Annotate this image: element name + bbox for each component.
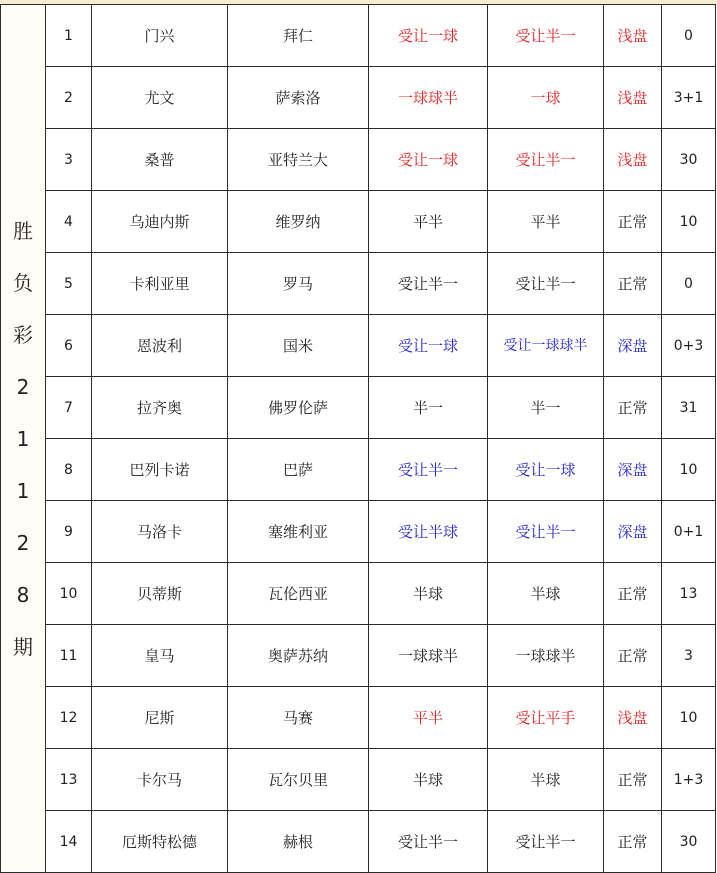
table-row [1,749,716,811]
score-prediction-cell: 1+3 [662,749,716,811]
lottery-odds-table [0,4,716,873]
handicap-initial-cell: 受让半一 [369,439,488,501]
home-team-cell: 乌迪内斯 [92,191,228,253]
handicap-current-cell: 受让一球球半 [488,315,604,377]
away-team-cell: 瓦伦西亚 [228,563,369,625]
table-row [1,377,716,439]
handicap-current-cell: 受让半一 [488,5,604,67]
score-prediction-cell: 30 [662,129,716,191]
away-team-cell: 萨索洛 [228,67,369,129]
line-type-cell: 正常 [604,377,662,439]
match-number-cell: 2 [46,67,92,129]
home-team-cell: 恩波利 [92,315,228,377]
match-number-cell: 9 [46,501,92,563]
home-team-cell: 卡利亚里 [92,253,228,315]
home-team-cell: 桑普 [92,129,228,191]
line-type-cell: 正常 [604,191,662,253]
handicap-initial-cell: 受让半球 [369,501,488,563]
table-row [1,563,716,625]
away-team-cell: 国米 [228,315,369,377]
handicap-current-cell: 半一 [488,377,604,439]
handicap-initial-cell: 半球 [369,749,488,811]
away-team-cell: 拜仁 [228,5,369,67]
table-row [1,129,716,191]
score-prediction-cell: 0 [662,253,716,315]
table-row [1,625,716,687]
match-number-cell: 14 [46,811,92,873]
away-team-cell: 维罗纳 [228,191,369,253]
table-row [1,67,716,129]
table-row [1,315,716,377]
period-label-char: 期 [13,634,33,659]
line-type-cell: 正常 [604,563,662,625]
period-label-cell [1,5,46,873]
line-type-cell: 正常 [604,253,662,315]
score-prediction-cell: 13 [662,563,716,625]
handicap-initial-cell: 受让一球 [369,129,488,191]
line-type-cell: 浅盘 [604,129,662,191]
handicap-initial-cell: 受让一球 [369,315,488,377]
period-label-char: 2 [16,374,30,399]
match-number-cell: 7 [46,377,92,439]
handicap-initial-cell: 受让一球 [369,5,488,67]
match-number-cell: 10 [46,563,92,625]
table-row [1,191,716,253]
line-type-cell: 深盘 [604,315,662,377]
away-team-cell: 塞维利亚 [228,501,369,563]
period-label-char: 1 [16,426,30,451]
home-team-cell: 尤文 [92,67,228,129]
handicap-current-cell: 受让半一 [488,253,604,315]
home-team-cell: 卡尔马 [92,749,228,811]
score-prediction-cell: 3+1 [662,67,716,129]
table-row [1,501,716,563]
score-prediction-cell: 10 [662,439,716,501]
match-number-cell: 11 [46,625,92,687]
match-number-cell: 13 [46,749,92,811]
handicap-initial-cell: 半一 [369,377,488,439]
line-type-cell: 正常 [604,625,662,687]
table-row [1,439,716,501]
handicap-initial-cell: 受让半一 [369,811,488,873]
home-team-cell: 贝蒂斯 [92,563,228,625]
table-row [1,5,716,67]
handicap-initial-cell: 受让半一 [369,253,488,315]
handicap-current-cell: 半球 [488,749,604,811]
period-label-char: 彩 [13,322,33,347]
score-prediction-cell: 10 [662,687,716,749]
line-type-cell: 浅盘 [604,5,662,67]
away-team-cell: 马赛 [228,687,369,749]
home-team-cell: 厄斯特松德 [92,811,228,873]
match-number-cell: 3 [46,129,92,191]
home-team-cell: 巴列卡诺 [92,439,228,501]
period-label-char: 胜 [13,218,33,243]
away-team-cell: 奥萨苏纳 [228,625,369,687]
handicap-current-cell: 平半 [488,191,604,253]
handicap-current-cell: 一球 [488,67,604,129]
match-number-cell: 8 [46,439,92,501]
handicap-initial-cell: 半球 [369,563,488,625]
match-number-cell: 1 [46,5,92,67]
away-team-cell: 亚特兰大 [228,129,369,191]
home-team-cell: 尼斯 [92,687,228,749]
table-row [1,253,716,315]
period-label-char: 8 [16,582,30,607]
home-team-cell: 门兴 [92,5,228,67]
handicap-initial-cell: 一球球半 [369,67,488,129]
line-type-cell: 正常 [604,811,662,873]
table-row [1,811,716,873]
score-prediction-cell: 31 [662,377,716,439]
handicap-current-cell: 受让半一 [488,501,604,563]
away-team-cell: 佛罗伦萨 [228,377,369,439]
handicap-current-cell: 受让半一 [488,811,604,873]
table-row [1,687,716,749]
line-type-cell: 深盘 [604,439,662,501]
handicap-current-cell: 受让一球 [488,439,604,501]
handicap-current-cell: 半球 [488,563,604,625]
handicap-initial-cell: 平半 [369,687,488,749]
match-number-cell: 6 [46,315,92,377]
match-number-cell: 12 [46,687,92,749]
score-prediction-cell: 10 [662,191,716,253]
away-team-cell: 罗马 [228,253,369,315]
table-body [1,5,716,873]
away-team-cell: 巴萨 [228,439,369,501]
away-team-cell: 瓦尔贝里 [228,749,369,811]
score-prediction-cell: 0+1 [662,501,716,563]
home-team-cell: 皇马 [92,625,228,687]
score-prediction-cell: 0 [662,5,716,67]
handicap-current-cell: 一球球半 [488,625,604,687]
home-team-cell: 拉齐奥 [92,377,228,439]
score-prediction-cell: 0+3 [662,315,716,377]
handicap-initial-cell: 平半 [369,191,488,253]
score-prediction-cell: 30 [662,811,716,873]
line-type-cell: 深盘 [604,501,662,563]
line-type-cell: 浅盘 [604,687,662,749]
period-label-char: 1 [16,478,30,503]
handicap-current-cell: 受让半一 [488,129,604,191]
away-team-cell: 赫根 [228,811,369,873]
line-type-cell: 浅盘 [604,67,662,129]
period-label-char: 2 [16,530,30,555]
score-prediction-cell: 3 [662,625,716,687]
period-label-char: 负 [13,270,33,295]
match-number-cell: 5 [46,253,92,315]
home-team-cell: 马洛卡 [92,501,228,563]
handicap-initial-cell: 一球球半 [369,625,488,687]
line-type-cell: 正常 [604,749,662,811]
match-number-cell: 4 [46,191,92,253]
handicap-current-cell: 受让平手 [488,687,604,749]
